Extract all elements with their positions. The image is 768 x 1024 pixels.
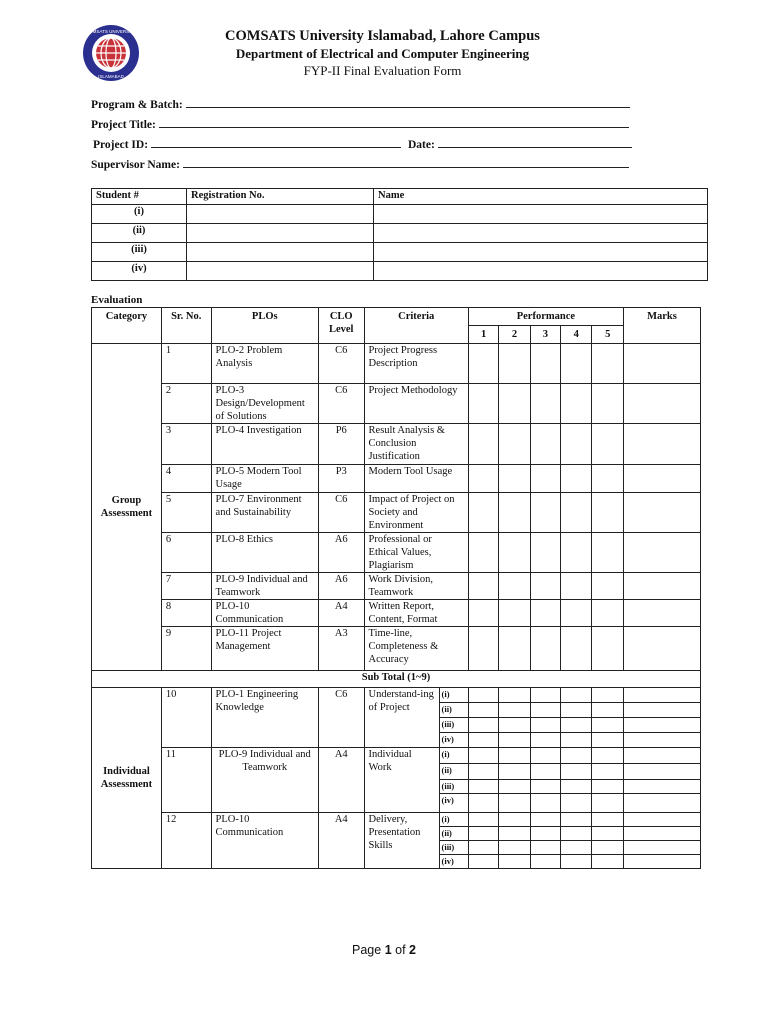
performance-cell[interactable] [499, 384, 530, 424]
clo-cell: C6 [318, 344, 364, 384]
clo-cell: A6 [318, 533, 364, 573]
performance-cell[interactable] [530, 780, 560, 794]
students-table [91, 188, 708, 281]
performance-cell[interactable] [561, 424, 592, 465]
performance-cell[interactable] [592, 493, 623, 533]
performance-cell[interactable] [592, 780, 623, 794]
name-header: Name [374, 189, 708, 205]
university-name: COMSATS University Islamabad, Lahore Campus [225, 28, 540, 44]
performance-cell[interactable] [530, 718, 560, 733]
performance-cell[interactable] [468, 855, 498, 869]
performance-cell[interactable] [468, 627, 498, 671]
student-sub-label: (iv) [439, 733, 468, 748]
marks-cell[interactable] [623, 688, 700, 703]
group-row [92, 344, 701, 384]
performance-cell[interactable] [561, 794, 592, 813]
performance-cell[interactable] [592, 573, 623, 600]
performance-level-3: 3 [530, 326, 560, 344]
student-sub-label: (iii) [439, 718, 468, 733]
performance-cell[interactable] [530, 465, 560, 493]
individual-row [92, 688, 701, 703]
performance-cell[interactable] [561, 703, 592, 718]
performance-cell[interactable] [468, 688, 498, 703]
student-number-header: Student # [92, 189, 187, 205]
university-logo [82, 24, 140, 82]
sr-no-cell: 3 [161, 424, 211, 465]
sr-no-cell: 4 [161, 465, 211, 493]
performance-cell[interactable] [468, 533, 498, 573]
performance-cell[interactable] [468, 813, 498, 827]
marks-cell[interactable] [623, 384, 700, 424]
performance-cell[interactable] [468, 827, 498, 841]
criteria-header: Criteria [364, 308, 468, 344]
performance-cell[interactable] [499, 748, 530, 764]
project-title-label: Project Title: [91, 119, 156, 131]
plo-cell: PLO-1 Engineering Knowledge [211, 688, 318, 748]
project-title-field[interactable] [91, 116, 629, 131]
marks-cell[interactable] [623, 600, 700, 627]
performance-cell[interactable] [530, 424, 560, 465]
marks-cell[interactable] [623, 533, 700, 573]
performance-cell[interactable] [468, 794, 498, 813]
page-footer [0, 943, 768, 957]
clo-cell: A6 [318, 573, 364, 600]
name-cell[interactable] [374, 205, 708, 224]
performance-cell[interactable] [561, 733, 592, 748]
date-field[interactable] [408, 136, 632, 151]
plo-cell: PLO-5 Modern Tool Usage [211, 465, 318, 493]
performance-level-5: 5 [592, 326, 623, 344]
student-number: (ii) [92, 224, 187, 243]
form-title: FYP-II Final Evaluation Form [303, 63, 462, 78]
criteria-cell: Professional or Ethical Values, Plagiarism [364, 533, 468, 573]
marks-cell[interactable] [623, 841, 700, 855]
clo-cell: C6 [318, 688, 364, 748]
sr-no-cell: 9 [161, 627, 211, 671]
marks-cell[interactable] [623, 493, 700, 533]
performance-level-2: 2 [499, 326, 530, 344]
group-row [92, 424, 701, 465]
marks-cell[interactable] [623, 780, 700, 794]
performance-cell[interactable] [561, 465, 592, 493]
performance-cell[interactable] [530, 827, 560, 841]
performance-cell[interactable] [530, 794, 560, 813]
performance-cell[interactable] [530, 855, 560, 869]
student-row [92, 262, 708, 281]
date-label: Date: [408, 139, 435, 151]
group-row [92, 600, 701, 627]
performance-cell[interactable] [592, 424, 623, 465]
page-of: of [391, 943, 410, 957]
sr-no-cell: 2 [161, 384, 211, 424]
performance-cell[interactable] [530, 384, 560, 424]
performance-cell[interactable] [499, 718, 530, 733]
individual-row [92, 748, 701, 764]
performance-cell[interactable] [592, 718, 623, 733]
plo-cell: PLO-9 Individual and Teamwork [211, 573, 318, 600]
performance-cell[interactable] [561, 780, 592, 794]
project-id-field[interactable] [93, 136, 401, 151]
performance-cell[interactable] [499, 813, 530, 827]
performance-cell[interactable] [468, 424, 498, 465]
registration-cell[interactable] [187, 262, 374, 281]
group-assessment-label: Group Assessment [92, 344, 162, 671]
student-number: (iv) [92, 262, 187, 281]
performance-cell[interactable] [592, 627, 623, 671]
marks-header: Marks [623, 308, 700, 344]
sr-no-cell: 10 [161, 688, 211, 748]
page-prefix: Page [352, 943, 385, 957]
marks-cell[interactable] [623, 827, 700, 841]
marks-cell[interactable] [623, 733, 700, 748]
student-sub-label: (i) [439, 813, 468, 827]
performance-cell[interactable] [499, 688, 530, 703]
performance-cell[interactable] [499, 827, 530, 841]
plo-cell: PLO-11 Project Management [211, 627, 318, 671]
sr-no-cell: 6 [161, 533, 211, 573]
name-cell[interactable] [374, 224, 708, 243]
performance-cell[interactable] [592, 764, 623, 780]
performance-cell[interactable] [561, 627, 592, 671]
performance-cell[interactable] [468, 780, 498, 794]
marks-cell[interactable] [623, 748, 700, 764]
criteria-cell: Impact of Project on Society and Environment [364, 493, 468, 533]
performance-cell[interactable] [468, 344, 498, 384]
performance-cell[interactable] [561, 813, 592, 827]
student-sub-label: (iii) [439, 780, 468, 794]
performance-cell[interactable] [561, 344, 592, 384]
performance-cell[interactable] [561, 533, 592, 573]
performance-cell[interactable] [499, 424, 530, 465]
marks-cell[interactable] [623, 855, 700, 869]
performance-cell[interactable] [530, 841, 560, 855]
group-row [92, 465, 701, 493]
criteria-cell: Time-line, Completeness & Accuracy [364, 627, 468, 671]
performance-cell[interactable] [592, 827, 623, 841]
performance-cell[interactable] [468, 764, 498, 780]
student-row [92, 224, 708, 243]
plo-cell: PLO-10 Communication [211, 813, 318, 869]
svg-text:ISLAMABAD: ISLAMABAD [98, 74, 124, 79]
performance-cell[interactable] [499, 703, 530, 718]
clo-cell: P3 [318, 465, 364, 493]
performance-cell[interactable] [561, 688, 592, 703]
clo-cell: A4 [318, 600, 364, 627]
individual-row [92, 813, 701, 827]
student-number: (i) [92, 205, 187, 224]
performance-cell[interactable] [468, 841, 498, 855]
performance-cell[interactable] [561, 855, 592, 869]
performance-cell[interactable] [592, 794, 623, 813]
registration-cell[interactable] [187, 205, 374, 224]
performance-cell[interactable] [592, 533, 623, 573]
student-sub-label: (ii) [439, 703, 468, 718]
performance-cell[interactable] [530, 573, 560, 600]
performance-cell[interactable] [530, 627, 560, 671]
performance-cell[interactable] [468, 600, 498, 627]
performance-cell[interactable] [592, 600, 623, 627]
student-sub-label: (i) [439, 688, 468, 703]
registration-cell[interactable] [187, 243, 374, 262]
performance-cell[interactable] [468, 465, 498, 493]
performance-cell[interactable] [561, 841, 592, 855]
student-row [92, 243, 708, 262]
sr-no-cell: 7 [161, 573, 211, 600]
performance-cell[interactable] [592, 703, 623, 718]
performance-cell[interactable] [499, 764, 530, 780]
plo-cell: PLO-3 Design/Development of Solutions [211, 384, 318, 424]
performance-cell[interactable] [561, 827, 592, 841]
department-name: Department of Electrical and Computer Engineering [235, 46, 530, 61]
performance-cell[interactable] [499, 344, 530, 384]
sr-no-cell: 12 [161, 813, 211, 869]
performance-cell[interactable] [561, 764, 592, 780]
form-header [150, 28, 615, 79]
performance-level-4: 4 [561, 326, 592, 344]
plo-cell: PLO-10 Communication [211, 600, 318, 627]
performance-cell[interactable] [561, 600, 592, 627]
group-row [92, 627, 701, 671]
performance-cell[interactable] [530, 764, 560, 780]
student-sub-label: (iii) [439, 841, 468, 855]
sr-no-cell: 1 [161, 344, 211, 384]
plo-cell: PLO-8 Ethics [211, 533, 318, 573]
performance-cell[interactable] [530, 703, 560, 718]
criteria-cell: Work Division, Teamwork [364, 573, 468, 600]
performance-cell[interactable] [592, 855, 623, 869]
student-number: (iii) [92, 243, 187, 262]
performance-cell[interactable] [499, 780, 530, 794]
marks-cell[interactable] [623, 344, 700, 384]
performance-cell[interactable] [499, 573, 530, 600]
marks-cell[interactable] [623, 465, 700, 493]
clo-cell: C6 [318, 384, 364, 424]
sr-no-cell: 11 [161, 748, 211, 813]
performance-cell[interactable] [592, 841, 623, 855]
performance-cell[interactable] [499, 465, 530, 493]
performance-cell[interactable] [592, 688, 623, 703]
performance-cell[interactable] [468, 748, 498, 764]
student-row [92, 205, 708, 224]
performance-cell[interactable] [530, 813, 560, 827]
performance-cell[interactable] [499, 794, 530, 813]
group-row [92, 493, 701, 533]
performance-cell[interactable] [592, 465, 623, 493]
performance-cell[interactable] [530, 688, 560, 703]
category-header: Category [92, 308, 162, 344]
performance-cell[interactable] [592, 344, 623, 384]
performance-cell[interactable] [592, 733, 623, 748]
performance-cell[interactable] [468, 384, 498, 424]
marks-cell[interactable] [623, 813, 700, 827]
plo-cell: PLO-9 Individual and Teamwork [211, 748, 318, 813]
name-cell[interactable] [374, 243, 708, 262]
criteria-cell: Understand-ing of Project [364, 688, 439, 748]
performance-cell[interactable] [499, 493, 530, 533]
criteria-cell: Written Report, Content, Format [364, 600, 468, 627]
marks-cell[interactable] [623, 718, 700, 733]
individual-assessment-label: Individual Assessment [92, 688, 162, 869]
student-sub-label: (ii) [439, 827, 468, 841]
criteria-cell: Individual Work [364, 748, 439, 813]
group-row [92, 384, 701, 424]
clo-cell: P6 [318, 424, 364, 465]
criteria-cell: Project Progress Description [364, 344, 468, 384]
evaluation-label: Evaluation [91, 294, 143, 306]
program-batch-field[interactable] [91, 96, 630, 111]
performance-header: Performance [468, 308, 623, 326]
criteria-cell: Project Methodology [364, 384, 468, 424]
page-total: 2 [409, 943, 416, 957]
evaluation-table [91, 307, 701, 869]
performance-cell[interactable] [499, 841, 530, 855]
sr-no-header: Sr. No. [161, 308, 211, 344]
plo-cell: PLO-7 Environment and Sustainability [211, 493, 318, 533]
group-row [92, 533, 701, 573]
performance-cell[interactable] [468, 733, 498, 748]
student-sub-label: (i) [439, 748, 468, 764]
clo-cell: A4 [318, 748, 364, 813]
supervisor-name-field[interactable] [91, 156, 629, 171]
performance-cell[interactable] [561, 384, 592, 424]
performance-level-1: 1 [468, 326, 498, 344]
svg-text:COMSATS UNIVERSITY: COMSATS UNIVERSITY [85, 29, 137, 34]
criteria-cell: Delivery, Presentation Skills [364, 813, 439, 869]
plo-cell: PLO-4 Investigation [211, 424, 318, 465]
performance-cell[interactable] [499, 627, 530, 671]
supervisor-name-label: Supervisor Name: [91, 159, 180, 171]
marks-cell[interactable] [623, 764, 700, 780]
performance-cell[interactable] [530, 344, 560, 384]
performance-cell[interactable] [468, 493, 498, 533]
performance-cell[interactable] [530, 600, 560, 627]
sr-no-cell: 8 [161, 600, 211, 627]
marks-cell[interactable] [623, 794, 700, 813]
group-row [92, 573, 701, 600]
clo-cell: A3 [318, 627, 364, 671]
registration-cell[interactable] [187, 224, 374, 243]
performance-cell[interactable] [592, 384, 623, 424]
performance-cell[interactable] [561, 748, 592, 764]
project-id-label: Project ID: [93, 139, 149, 151]
performance-cell[interactable] [530, 493, 560, 533]
subtotal-row: Sub Total (1~9) [92, 671, 701, 688]
performance-cell[interactable] [468, 703, 498, 718]
program-batch-label: Program & Batch: [91, 99, 183, 111]
page-current: 1 [384, 943, 392, 957]
performance-cell[interactable] [561, 718, 592, 733]
performance-cell[interactable] [530, 533, 560, 573]
registration-header: Registration No. [187, 189, 374, 205]
performance-cell[interactable] [561, 493, 592, 533]
sr-no-cell: 5 [161, 493, 211, 533]
student-sub-label: (iv) [439, 794, 468, 813]
plo-cell: PLO-2 Problem Analysis [211, 344, 318, 384]
performance-cell[interactable] [530, 733, 560, 748]
criteria-cell: Result Analysis & Conclusion Justification [364, 424, 468, 465]
clo-cell: A4 [318, 813, 364, 869]
performance-cell[interactable] [499, 533, 530, 573]
student-sub-label: (iv) [439, 855, 468, 869]
performance-cell[interactable] [468, 718, 498, 733]
performance-cell[interactable] [499, 600, 530, 627]
performance-cell[interactable] [592, 748, 623, 764]
name-cell[interactable] [374, 262, 708, 281]
criteria-cell: Modern Tool Usage [364, 465, 468, 493]
student-sub-label: (ii) [439, 764, 468, 780]
performance-cell[interactable] [468, 573, 498, 600]
performance-cell[interactable] [530, 748, 560, 764]
clo-cell: C6 [318, 493, 364, 533]
marks-cell[interactable] [623, 627, 700, 671]
performance-cell[interactable] [499, 733, 530, 748]
marks-cell[interactable] [623, 424, 700, 465]
marks-cell[interactable] [623, 573, 700, 600]
marks-cell[interactable] [623, 703, 700, 718]
plos-header: PLOs [211, 308, 318, 344]
performance-cell[interactable] [592, 813, 623, 827]
performance-cell[interactable] [499, 855, 530, 869]
clo-level-header: CLO Level [318, 308, 364, 344]
performance-cell[interactable] [561, 573, 592, 600]
